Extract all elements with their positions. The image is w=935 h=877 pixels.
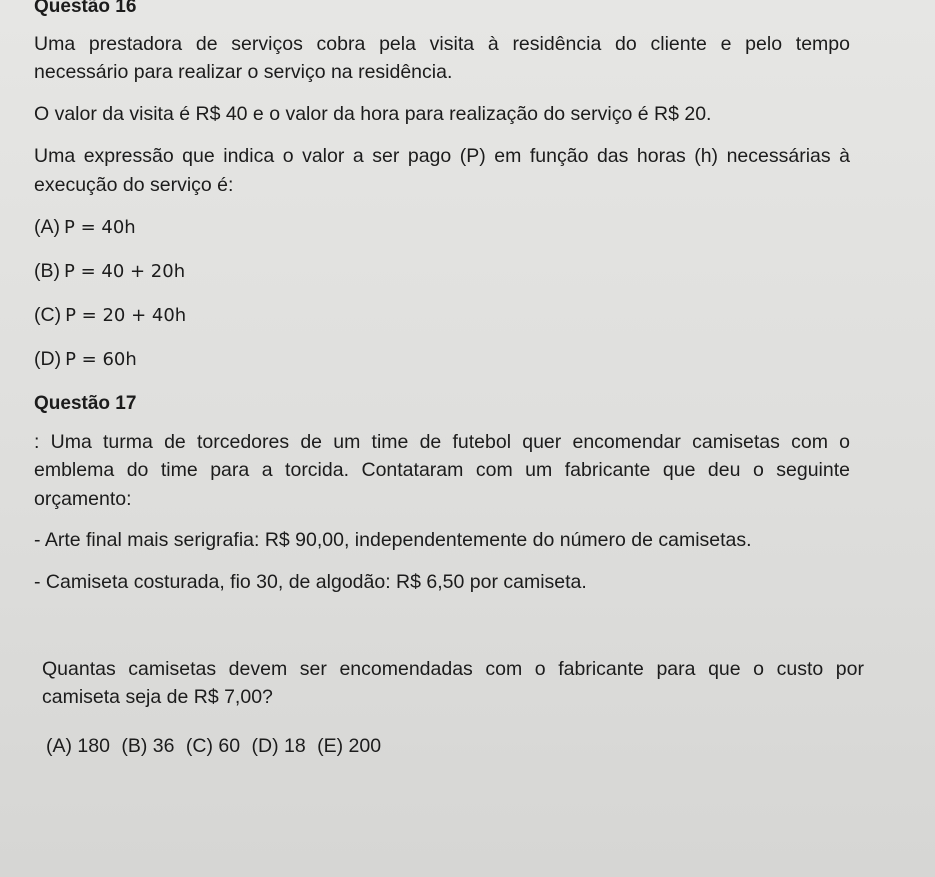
option-a-expression: P = 40h (64, 217, 136, 238)
option-c-expression: P = 20 + 40h (65, 305, 187, 326)
choice-b[interactable]: (B) 36 (121, 735, 175, 757)
question-16-paragraph-2: O valor da visita é R$ 40 e o valor da hora para realização do serviço é R$ 20. (34, 103, 712, 125)
question-17-question-line-1: Quantas camisetas devem ser encomendadas com o fabricante para que o custo por (42, 658, 864, 680)
question-17-paragraph-line-1: : Uma turma de torcedores de um time de futebol quer encomendar camisetas com o (34, 431, 850, 453)
question-17-choices (46, 731, 862, 761)
question-16-option-b[interactable] (34, 256, 850, 287)
question-17-item-2: - Camiseta costurada, fio 30, de algodão: R$ 6,50 por camiseta. (34, 571, 587, 593)
choice-d[interactable]: (D) 18 (251, 735, 306, 757)
choice-a[interactable]: (A) 180 (46, 735, 110, 757)
choice-c[interactable]: (C) 60 (185, 735, 241, 757)
option-b-expression: P = 40 + 20h (64, 261, 186, 282)
question-16-paragraph-1-line-1: Uma prestadora de serviços cobra pela visita à residência do cliente e pelo tempo (34, 33, 850, 55)
question-16-option-d[interactable] (34, 344, 850, 375)
question-16-title: Questão 16 (34, 0, 137, 17)
question-17-item-1: - Arte final mais serigrafia: R$ 90,00, independentemente do número de camisetas. (34, 529, 752, 551)
option-c-label: (C) (34, 304, 62, 326)
question-16-paragraph-3-line-1: Uma expressão que indica o valor a ser pago (P) em função das horas (h) necessárias à (34, 145, 850, 167)
question-16-option-a[interactable] (34, 212, 850, 243)
option-b-label: (B) (34, 260, 60, 282)
question-16-paragraph-3-line-2: execução do serviço é: (34, 174, 234, 196)
question-17-question-line-2: camiseta seja de R$ 7,00? (42, 686, 273, 708)
option-d-expression: P = 60h (65, 349, 137, 370)
question-16-paragraph-1-line-2: necessário para realizar o serviço na residência. (34, 61, 453, 83)
question-17-paragraph-line-3: orçamento: (34, 488, 132, 510)
question-16-option-c[interactable] (34, 300, 850, 331)
question-17-paragraph-line-2: emblema do time para a torcida. Contataram com um fabricante que deu o seguinte (34, 459, 850, 481)
option-d-label: (D) (34, 348, 62, 370)
option-a-label: (A) (34, 216, 60, 238)
question-17-title: Questão 17 (34, 393, 137, 414)
choice-e[interactable]: (E) 200 (317, 735, 382, 757)
